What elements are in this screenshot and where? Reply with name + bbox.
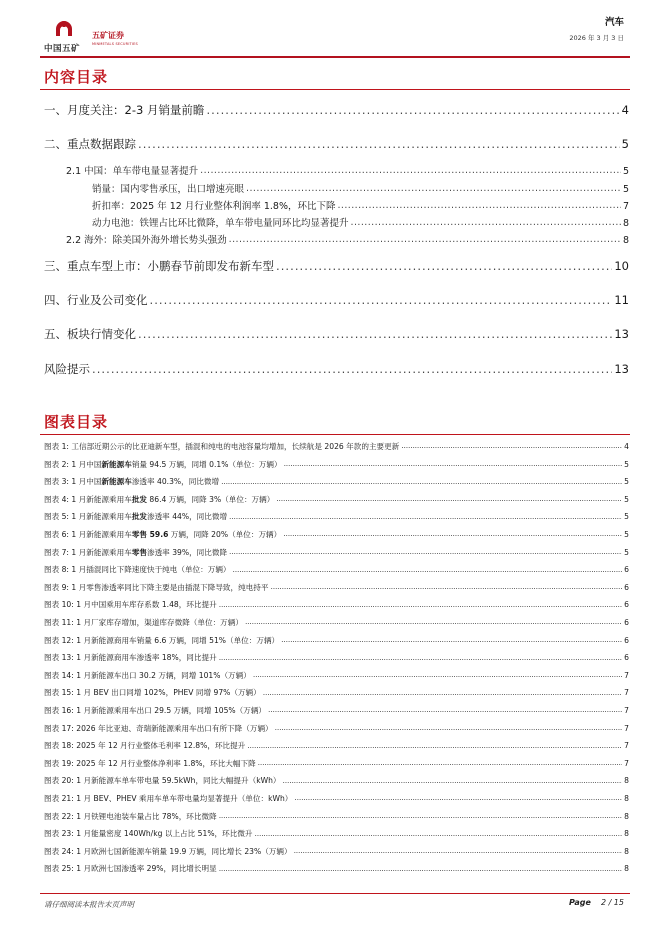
leader-dots <box>229 234 621 244</box>
figure-entry-page: 7 <box>624 758 629 768</box>
leader-dots <box>276 259 612 271</box>
leader-dots <box>206 103 619 115</box>
figure-entry[interactable] <box>44 511 629 522</box>
figure-entry[interactable] <box>44 775 629 786</box>
figure-entry-page: 5 <box>624 477 629 487</box>
leader-dots <box>351 217 621 227</box>
leader-dots <box>92 362 612 374</box>
toc-entry[interactable] <box>44 136 629 152</box>
figure-label-rest: 渗透率 44%，同比微增 <box>147 512 228 522</box>
figure-entry-page: 5 <box>624 494 629 504</box>
toc-entry-page: 5 <box>622 166 629 177</box>
toc-entry[interactable] <box>92 215 629 229</box>
toc-entry[interactable] <box>66 232 629 246</box>
figure-label-text: 图表 10: 1 月中国乘用车库存系数 1.48，环比提升 <box>44 600 217 610</box>
toc-entry-page: 11 <box>614 293 629 307</box>
figure-entry[interactable] <box>44 846 629 857</box>
leader-dots <box>283 529 622 537</box>
figure-label-text: 图表 8: 1 月插混同比下降速度快于纯电（单位：万辆） <box>44 565 231 575</box>
page-header <box>0 0 662 62</box>
toc-entry-page: 8 <box>622 235 629 246</box>
leader-dots <box>276 494 622 502</box>
figure-entry-label <box>44 459 282 470</box>
toc-entry-page: 10 <box>614 259 629 273</box>
toc-entry-label: 五、板块行情变化 <box>44 327 136 341</box>
figure-entry-page: 5 <box>624 459 629 469</box>
leader-dots <box>138 327 612 339</box>
broker-name-cn: 五矿证券 <box>92 31 124 40</box>
figure-entry-page: 5 <box>624 547 629 557</box>
figure-entry-page: 7 <box>624 723 629 733</box>
report-date: 2026 年 3 月 3 日 <box>569 34 624 42</box>
broker-name-en: MINMETALS SECURITIES <box>92 42 138 46</box>
leader-dots <box>271 582 623 590</box>
toc-entry-page: 7 <box>622 201 629 212</box>
figure-entry-page: 7 <box>624 670 629 680</box>
figure-entry-label <box>44 476 219 487</box>
figure-entry-page: 6 <box>624 582 629 592</box>
figure-entry-label <box>44 740 245 751</box>
toc-entry-label: 三、重点车型上市：小鹏春节前即发布新车型 <box>44 259 274 273</box>
figure-label-text: 图表 15: 1 月 BEV 出口同增 102%，PHEV 同增 97%（万辆） <box>44 688 261 698</box>
figure-entry[interactable] <box>44 670 629 681</box>
leader-dots <box>219 811 622 819</box>
report-category: 汽车 <box>604 17 624 28</box>
figure-label-rest: 万辆，同降 20%（单位：万辆） <box>168 530 282 539</box>
figure-label-text: 图表 25: 1 月欧洲七国渗透率 29%，同比增长明显 <box>44 864 217 874</box>
figure-entry[interactable] <box>44 723 629 734</box>
toc-entry-label: 2.2 海外：除美国外海外增长势头强劲 <box>66 235 227 246</box>
figure-label-text: 图表 6: 1 月新能源乘用车 <box>44 530 132 539</box>
figure-entry-page: 7 <box>624 688 629 698</box>
leader-dots <box>268 705 622 713</box>
figure-entry-page: 8 <box>624 846 629 856</box>
figure-entry[interactable] <box>44 529 629 540</box>
figure-label-text: 图表 4: 1 月新能源乘用车 <box>44 494 132 504</box>
toc-entry-page: 13 <box>614 327 629 341</box>
figure-label-text: 图表 18: 2025 年 12 月行业整体毛利率 12.8%，环比提升 <box>44 741 246 751</box>
leader-dots <box>200 165 621 175</box>
toc-entry[interactable] <box>44 258 629 274</box>
leader-dots <box>247 741 622 749</box>
figure-entry[interactable] <box>44 635 629 646</box>
leader-dots <box>275 723 623 731</box>
figure-label-text: 图表 20: 1 月新能源车单车带电量 59.5kWh，同比大幅提升（kWh） <box>44 776 281 786</box>
leader-dots <box>255 829 623 837</box>
logo-text: 中国五矿 <box>44 44 81 54</box>
footer-disclaimer: 请仔细阅读本报告末页声明 <box>44 900 134 909</box>
figure-label-text: 图表 12: 1 月新能源商用车销量 6.6 万辆，同增 51%（单位：万辆） <box>44 635 280 645</box>
figure-label-emphasis: 批发 <box>131 494 147 504</box>
figure-label-text: 图表 24: 1 月欧洲七国新能源车销量 19.9 万辆，同比增长 23%（万辆） <box>44 846 292 856</box>
figure-entry[interactable] <box>44 652 629 663</box>
leader-dots <box>294 846 623 854</box>
figure-entry-label <box>44 547 227 558</box>
figure-entry[interactable] <box>44 863 629 874</box>
figure-entry[interactable] <box>44 494 629 505</box>
figure-entry-label <box>44 494 274 505</box>
toc-entry-page: 5 <box>621 137 629 151</box>
toc-entry[interactable] <box>66 163 629 177</box>
figure-entry-label <box>44 511 227 522</box>
figure-entry-page: 7 <box>624 741 629 751</box>
figure-label-emphasis: 零售 59.6 <box>131 530 169 539</box>
header-divider <box>40 56 630 58</box>
figure-label-rest: 渗透率 40.3%，同比微增 <box>131 477 220 487</box>
figure-entry-label <box>44 687 261 698</box>
figure-label-emphasis: 批发 <box>131 512 147 522</box>
figure-label-emphasis: 新能源车 <box>101 459 132 469</box>
figure-label-emphasis: 零售 <box>131 547 147 557</box>
figure-label-text: 图表 1: 工信部近期公示的比亚迪新车型，插混和纯电的电池容量均增加，长续航是 2026 年款的主要更新 <box>44 442 400 451</box>
leader-dots <box>221 477 622 485</box>
figure-entry[interactable] <box>44 740 629 751</box>
figure-entry-page: 8 <box>624 794 629 803</box>
leader-dots <box>337 200 620 210</box>
toc-entry[interactable] <box>44 102 629 118</box>
figure-entry[interactable] <box>44 793 629 804</box>
toc-entry[interactable] <box>44 326 629 342</box>
page-label: Page <box>569 898 591 907</box>
figure-entry-page: 8 <box>624 829 629 839</box>
leader-dots <box>229 512 622 520</box>
leader-dots <box>219 600 622 608</box>
figure-entry[interactable] <box>44 811 629 822</box>
figure-entry-label <box>44 793 292 804</box>
figure-label-text: 图表 21: 1 月 BEV、PHEV 乘用车单车带电量均显著提升（单位：kWh） <box>44 794 293 803</box>
figure-label-text: 图表 17: 2026 年比亚迪、奇瑞新能源乘用车出口有所下降（万辆） <box>44 723 273 733</box>
figure-label-rest: 渗透率 39%，同比微降 <box>147 547 228 557</box>
leader-dots <box>150 293 613 305</box>
figure-entry-page: 5 <box>624 530 629 539</box>
figure-entry-label <box>44 599 217 610</box>
figure-label-text: 图表 14: 1 月新能源车出口 30.2 万辆，同增 101%（万辆） <box>44 670 251 680</box>
broker-name <box>92 30 138 46</box>
figure-entry-label <box>44 670 251 681</box>
leader-dots <box>245 617 622 625</box>
figure-entry-label <box>44 811 217 822</box>
footer-divider <box>40 893 630 894</box>
toc-entry-label: 2.1 中国：单车带电量显著提升 <box>66 166 199 177</box>
leader-dots <box>233 565 623 573</box>
figure-entry-page: 5 <box>624 512 629 522</box>
toc-entry-page: 5 <box>622 184 629 195</box>
leader-dots <box>219 653 622 661</box>
figure-entry[interactable] <box>44 705 629 716</box>
figure-entry[interactable] <box>44 687 629 698</box>
figure-entry[interactable] <box>44 476 629 487</box>
figure-label-text: 图表 7: 1 月新能源乘用车 <box>44 547 132 557</box>
figure-entry[interactable] <box>44 828 629 839</box>
toc-entry-label: 动力电池：铁锂占比环比微降，单车带电量同环比均显著提升 <box>92 218 349 229</box>
leader-dots <box>281 635 622 643</box>
figure-entry-label <box>44 775 281 786</box>
figure-entry-label <box>44 635 279 646</box>
toc-entry[interactable] <box>92 181 629 195</box>
leader-dots <box>219 864 622 872</box>
figure-entry[interactable] <box>44 441 629 452</box>
leader-dots <box>246 183 621 193</box>
figure-entry-label <box>44 758 256 769</box>
figure-entry-page: 6 <box>624 653 629 663</box>
figure-label-rest: 86.4 万辆，同降 3%（单位：万辆） <box>147 494 275 504</box>
figure-entry[interactable] <box>44 582 629 593</box>
leader-dots <box>258 758 622 766</box>
figure-entry-page: 7 <box>624 706 629 715</box>
figure-label-text: 图表 9: 1 月零售渗透率同比下降主要是由插混下降导致，纯电持平 <box>44 582 269 592</box>
leader-dots <box>283 776 623 784</box>
figure-entry-label <box>44 564 231 575</box>
figure-entry-page: 6 <box>624 635 629 645</box>
contents-title: 内容目录 <box>44 68 109 86</box>
toc-entry-page: 13 <box>614 362 629 376</box>
leader-dots <box>294 793 622 801</box>
figure-label-text: 图表 13: 1 月新能源商用车渗透率 18%，同比提升 <box>44 653 217 663</box>
page-count: 2 / 15 <box>600 898 624 907</box>
figure-label-text: 图表 2: 1 月中国 <box>44 459 102 469</box>
toc-entry-label: 一、月度关注：2-3 月销量前瞻 <box>44 103 205 117</box>
figure-entry[interactable] <box>44 547 629 558</box>
figure-entry-label <box>44 723 273 734</box>
figure-entry[interactable] <box>44 564 629 575</box>
figure-label-text: 图表 19: 2025 年 12 月行业整体净利率 1.8%，环比大幅下降 <box>44 758 256 768</box>
figure-label-text: 图表 23: 1 月能量密度 140Wh/kg 以上占比 51%，环比微升 <box>44 829 253 839</box>
figure-entry-page: 8 <box>624 864 629 874</box>
figure-entry-page: 6 <box>624 565 629 575</box>
figure-entry[interactable] <box>44 459 629 470</box>
toc-entry[interactable] <box>44 361 629 377</box>
figure-entry-page: 8 <box>624 811 629 821</box>
leader-dots <box>138 137 620 149</box>
figure-label-rest: 销量 94.5 万辆，同增 0.1%（单位：万辆） <box>131 459 282 469</box>
toc-entry[interactable] <box>92 198 629 212</box>
toc-entry-label: 四、行业及公司变化 <box>44 293 148 307</box>
figure-entry[interactable] <box>44 599 629 610</box>
toc-entry-page: 4 <box>621 103 629 117</box>
toc-entry-label: 折扣率：2025 年 12 月行业整体利润率 1.8%，环比下降 <box>92 201 336 212</box>
figure-entry-label <box>44 828 253 839</box>
figure-label-text: 图表 22: 1 月铁锂电池装车量占比 78%，环比微降 <box>44 811 217 821</box>
toc-entry-page: 8 <box>622 218 629 229</box>
figure-entry[interactable] <box>44 617 629 628</box>
figure-entry-page: 6 <box>624 600 629 610</box>
figure-entry-label <box>44 441 399 452</box>
leader-dots <box>253 670 622 678</box>
figure-label-text: 图表 5: 1 月新能源乘用车 <box>44 512 132 522</box>
leader-dots <box>263 688 622 696</box>
toc-entry-label: 风险提示 <box>44 362 90 376</box>
leader-dots <box>284 459 623 467</box>
figure-entry-page: 8 <box>624 776 629 786</box>
leader-dots <box>401 441 622 449</box>
toc-entry-label: 销量：国内零售承压，出口增速亮眼 <box>92 184 245 195</box>
toc-entry[interactable] <box>44 292 629 308</box>
figure-entry[interactable] <box>44 758 629 769</box>
figure-entry-page: 4 <box>624 442 629 451</box>
figure-label-text: 图表 11: 1 月厂家库存增加，渠道库存微降（单位：万辆） <box>44 618 243 627</box>
figure-entry-label <box>44 846 292 857</box>
figure-entry-page: 6 <box>624 618 629 627</box>
figure-entry-label <box>44 705 266 716</box>
figures-divider <box>40 434 630 435</box>
figure-entry-label <box>44 617 243 628</box>
figure-entry-label <box>44 863 217 874</box>
figure-entry-label <box>44 652 217 663</box>
figure-label-text: 图表 3: 1 月中国 <box>44 477 102 487</box>
figure-label-emphasis: 新能源车 <box>101 477 132 487</box>
page-number <box>569 898 624 907</box>
toc-entry-label: 二、重点数据跟踪 <box>44 137 136 151</box>
figure-entry-label <box>44 582 269 593</box>
contents-divider <box>40 89 630 90</box>
figure-label-text: 图表 16: 1 月新能源乘用车出口 29.5 万辆，同增 105%（万辆） <box>44 706 267 715</box>
minmetals-logo-icon <box>54 20 74 38</box>
figure-entry-label <box>44 529 281 540</box>
figures-title: 图表目录 <box>44 413 109 431</box>
leader-dots <box>229 547 622 555</box>
